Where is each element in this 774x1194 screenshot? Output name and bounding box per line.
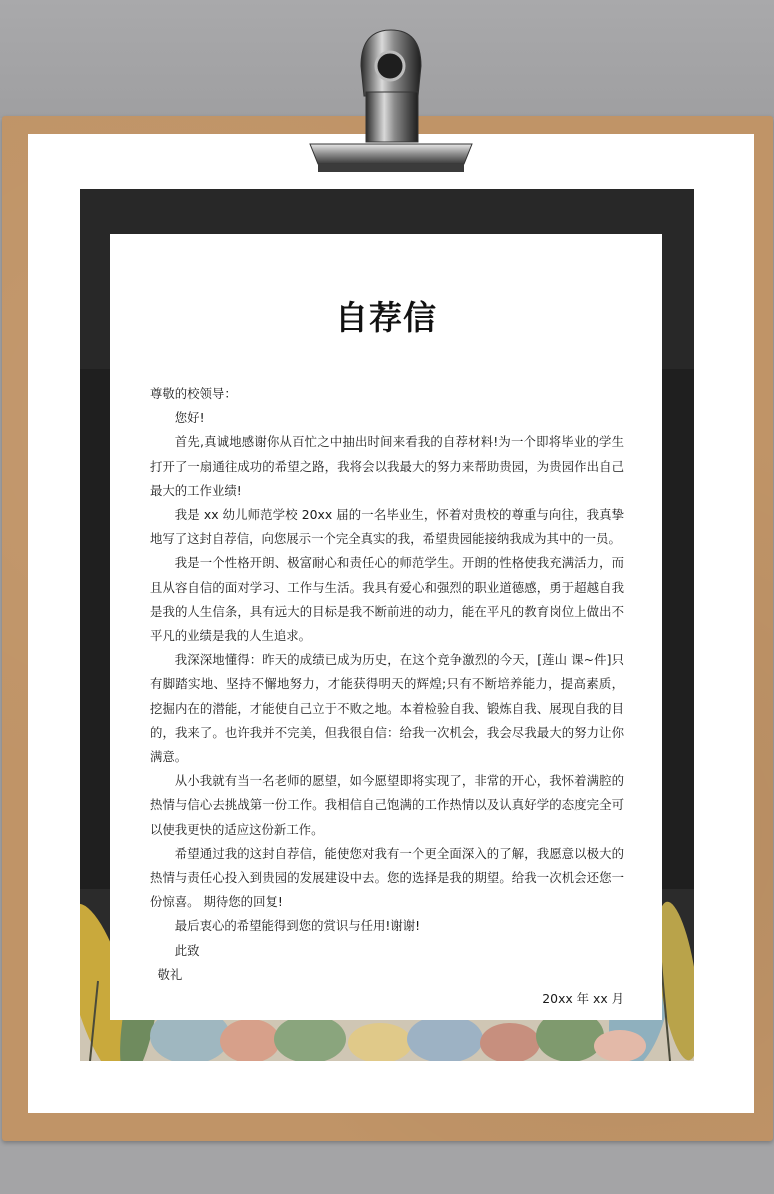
page-title: 自荐信: [335, 298, 437, 337]
letter-page: [110, 234, 662, 1020]
paragraph-3: 我是一个性格开朗、极富耐心和责任心的师范学生。开朗的性格使我充满活力，而且从容自信的面对学习、工作与生活。我具有爱心和强烈的职业道德感，勇于超越自我是我的人生信条，具有远大的目标是我不断前进的动力，能在平凡的教育岗位上做出不平凡的业绩是我的人生追求。: [150, 555, 624, 644]
regards: 敬礼: [157, 966, 183, 982]
date: 20xx 年 xx 月: [542, 991, 624, 1007]
paragraph-7: 最后衷心的希望能得到您的赏识与任用!谢谢!: [174, 918, 421, 934]
paragraph-6: 希望通过我的这封自荐信，能使您对我有一个更全面深入的了解，我愿意以极大的热情与责任心投入到贵园的发展建设中去。您的选择是我的期望。给我一次机会还您一份惊喜。 期待您的回复!: [150, 845, 624, 910]
paragraph-5: 从小我就有当一名老师的愿望，如今愿望即将实现了，非常的开心，我怀着满腔的热情与信心去挑战第一份工作。我相信自己饱满的工作热情以及认真好学的态度完全可以使我更快的适应这份新工作。: [150, 773, 624, 837]
binder-clip: [306, 26, 476, 176]
paragraph-2: 我是 xx 幼儿师范学校 20xx 届的一名毕业生，怀着对贵校的尊重与向往，我真挚地写了这封自荐信，向您展示一个完全真实的我，希望贵园能接纳我成为其中的一员。: [150, 507, 624, 547]
paragraph-1: 首先,真诚地感谢你从百忙之中抽出时间来看我的自荐材料!为一个即将毕业的学生打开了一扇通往成功的希望之路，我将会以我最大的努力来帮助贵园，为贵园作出自己最大的工作业绩!: [150, 434, 624, 498]
letter-body: [150, 382, 624, 1011]
salutation: 尊敬的校领导：: [150, 386, 237, 401]
greeting: 您好!: [174, 410, 205, 426]
paragraph-4: 我深深地懂得：昨天的成绩已成为历史，在这个竞争激烈的今天，[莲山 课~件]只有脚踏实地、坚持不懈地努力，才能获得明天的辉煌;只有不断培养能力，提高素质，挖掘内在的潜能，才能使自己立于不败之地。本着检验自我、锻炼自我、展现自我的目的，我来了。也许我并不完美，但我很自信：给我一次机会，我会尽我最大的努力让你满意。: [150, 652, 624, 765]
closing: 此致: [174, 942, 200, 958]
